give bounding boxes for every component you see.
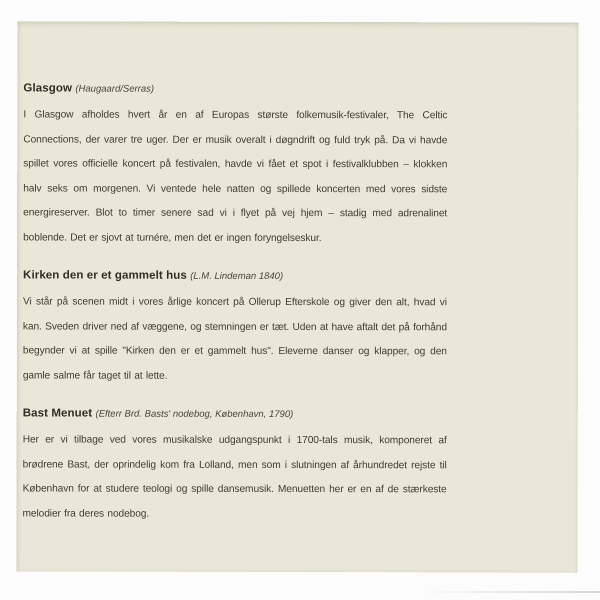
track-description: I Glasgow afholdes hvert år en af Europas største folkemusik-festivaler, The Celtic Connections, der varer tre uger. Der er musik overalt i døgndrift og fuld tryk på. Da vi havde spillet vores officielle koncert på festivalen, havde vi fået et spot i festivalklubben – klokken halv seks om morgenen. Vi ventede hele natten og spillede koncerten med vores sidste energireserver. Blot to timer senere sad vi i flyet på vej hjem – stadig med adrenalinet boblende. Det er sjovt at turnére, men det er ingen foryngelseskur. xyxy=(23,109,448,244)
booklet-page xyxy=(16,21,578,572)
track-section-kirken xyxy=(23,268,447,389)
track-title xyxy=(23,406,447,422)
liner-notes-text-block xyxy=(22,81,447,545)
track-description: Her er vi tilbage ved vores musikalske udgangspunkt i 1700-tals musik, komponeret af brødrene Bast, der oprindelig kom fra Lolland, men som i slutningen af århundredet rejste til København for at studere teologi og spille dansemusik. Menuetten her er en af de stærkeste melodier fra deres nodebog. xyxy=(22,434,447,520)
track-title-text: Kirken den er et gammelt hus xyxy=(23,269,187,282)
track-title xyxy=(23,81,447,97)
track-section-glasgow xyxy=(23,81,447,251)
track-section-bast-menuet xyxy=(23,406,447,527)
track-credit: (Haugaard/Serras) xyxy=(75,83,155,95)
scan-artifact-line xyxy=(420,591,600,593)
track-title xyxy=(23,268,447,284)
track-credit: (L.M. Lindeman 1840) xyxy=(190,270,284,282)
track-title-text: Glasgow xyxy=(23,82,73,95)
track-description: Vi står på scenen midt i vores årlige koncert på Ollerup Efterskole og giver den alt, hvad vi kan. Sveden driver ned af væggene, og stemningen er tæt. Uden at have aftalt det på forhånd begynder vi at spille "Kirken den er et gammelt hus". Eleverne danser og klapper, og den gamle salme får taget til at lette. xyxy=(22,296,447,382)
track-title-text: Bast Menuet xyxy=(22,407,93,420)
track-credit: (Efterr Brd. Basts' nodebog, København, 1790) xyxy=(95,408,294,420)
